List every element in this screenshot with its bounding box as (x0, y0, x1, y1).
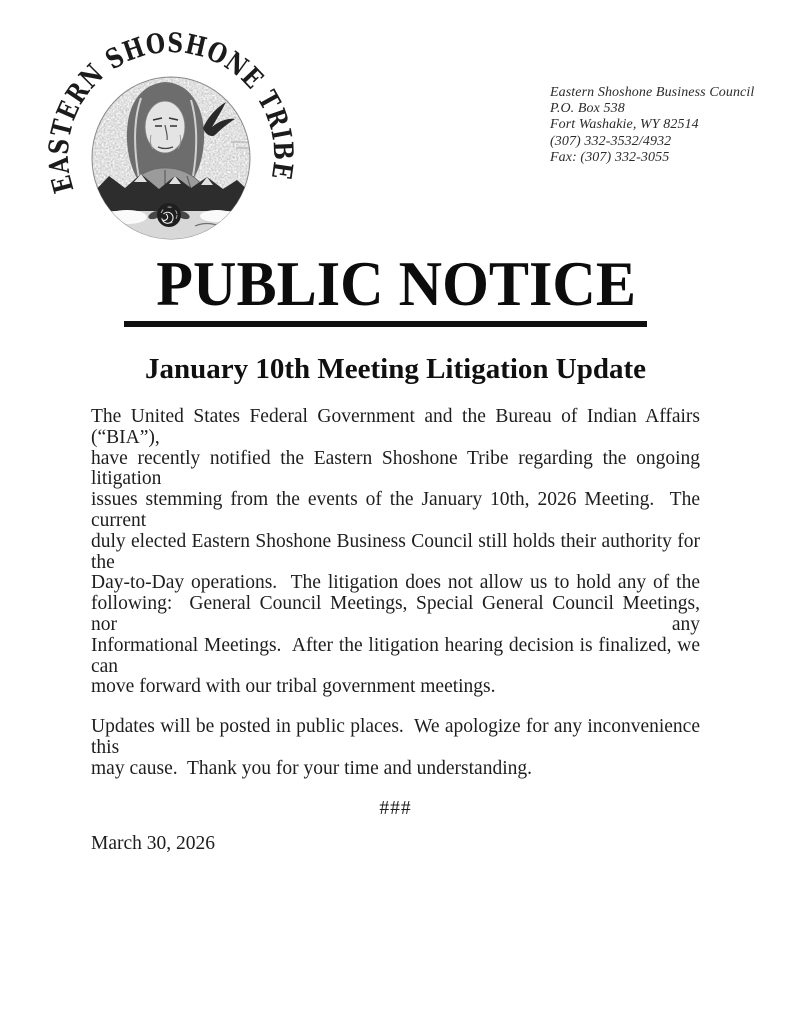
body-line: Day-to-Day operations. The litigation does not allow us to hold any of the (91, 572, 700, 594)
body-paragraph-2 (91, 717, 700, 779)
body-line: following: General Council Meetings, Special General Council Meetings, nor any (91, 593, 700, 635)
end-separator: ### (379, 797, 412, 819)
notice-body (91, 407, 700, 855)
letterhead-phone: (307) 332-3532/4932 (550, 133, 672, 149)
snow-field (200, 210, 234, 222)
letterhead-contact-block (550, 85, 754, 166)
body-line: Informational Meetings. After the litigation hearing decision is finalized, we can (91, 634, 700, 677)
letterhead-city-state-zip: Fort Washakie, WY 82514 (550, 117, 699, 133)
body-paragraph-1 (91, 407, 700, 698)
body-line: duly elected Eastern Shoshone Business Council still holds their authority for the (91, 530, 700, 573)
seal-arc-text: EASTERN SHOSHONE TRIBE (43, 27, 299, 197)
body-line: issues stemming from the events of the January 10th, 2026 Meeting. The current (91, 489, 700, 531)
eastern-shoshone-tribe-seal-icon (35, 24, 315, 269)
letterhead-po-box: P.O. Box 538 (550, 101, 625, 117)
notice-date: March 30, 2026 (91, 833, 216, 855)
body-line: The United States Federal Government and the Bureau of Indian Affairs (“BIA”), (91, 406, 700, 448)
body-line: may cause. Thank you for your time and understanding. (91, 757, 532, 779)
notice-title-text: PUBLIC NOTICE (156, 248, 636, 319)
body-line: move forward with our tribal government meetings. (91, 676, 496, 698)
snow-field (107, 210, 147, 224)
title-underline (124, 321, 647, 327)
body-line: Updates will be posted in public places. We apologize for any inconvenience this (91, 716, 700, 758)
body-line: have recently notified the Eastern Shoshone Tribe regarding the ongoing litigation (91, 447, 700, 490)
letterhead-fax: Fax: (307) 332-3055 (550, 149, 670, 165)
notice-subtitle: January 10th Meeting Litigation Update (144, 353, 647, 385)
letterhead-org-name: Eastern Shoshone Business Council (550, 85, 755, 100)
notice-title (4, 248, 788, 319)
